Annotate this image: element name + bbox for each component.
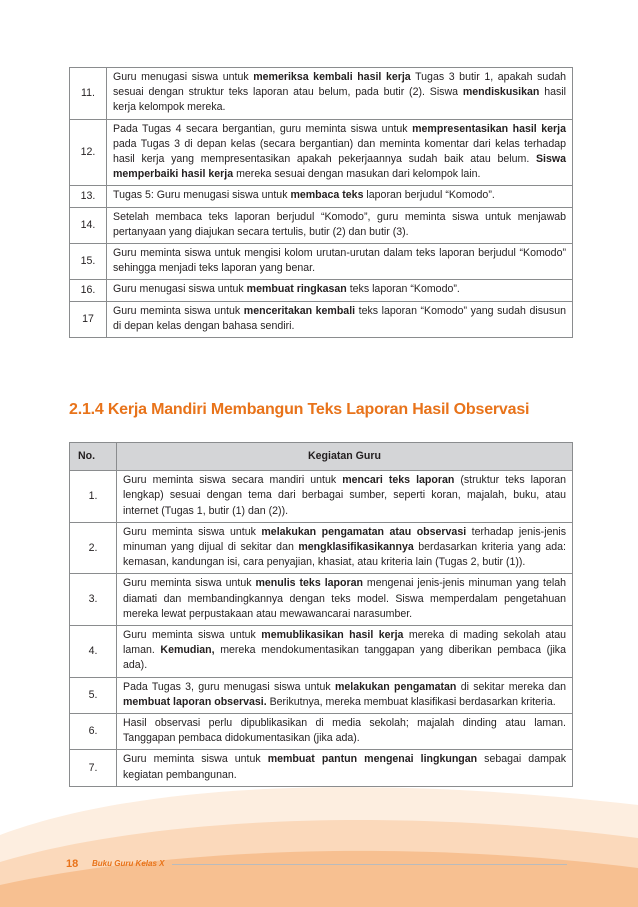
table-row [70,280,573,301]
row-number: 1. [70,471,117,523]
activity-text-segment: Guru meminta siswa untuk [113,304,244,317]
activity-text-segment: Hasil observasi perlu dipublikasikan di media sekolah; majalah dinding atau laman. Tanggapan pembaca didokumentasikan (jika ada). [123,717,566,745]
row-number: 15. [70,244,107,280]
activity-text [107,186,573,207]
activity-text-emphasis: melakukan pengamatan [334,680,457,693]
table-row [70,522,573,574]
table-row [70,186,573,207]
activity-text-segment: Guru meminta siswa untuk mengisi kolom urutan-urutan dalam teks laporan berjudul “Komodo” sehingga menjadi teks laporan yang benar. [113,247,566,275]
activity-text-emphasis: menceritakan kembali [243,304,356,317]
activity-text-segment: Pada Tugas 3, guru menugasi siswa untuk [123,680,335,693]
activity-text-emphasis: membaca teks [290,189,364,202]
activity-text-segment: Guru menugasi siswa untuk [113,71,254,83]
activity-text-segment: Setelah membaca teks laporan berjudul “Komodo”, guru meminta siswa untuk menjawab pertanyaan yang diajukan secara tertulis, butir (2) dan butir (3). [113,210,566,238]
table-row [70,68,573,120]
activity-text-emphasis: mengklasifikasikannya [298,541,414,554]
activity-text [117,522,573,574]
table-header-row [70,443,573,471]
row-number: 11. [70,68,107,120]
activity-text-segment: mereka di mading sekolah atau laman. [123,629,567,657]
activity-text-segment: (struktur teks laporan lengkap) sesuai dengan tema dari berbagai sumber, seperti koran, majalah, buku, atau internet (Tugas 1, butir (1) dan (2)). [123,474,567,517]
table-row [70,119,573,186]
row-number: 16. [70,280,107,301]
row-number: 7. [70,750,117,786]
activity-text-emphasis: mempresentasikan hasil kerja [412,122,566,135]
header-no: No. [70,443,117,471]
activity-text-segment: Guru menugasi siswa untuk [113,283,247,296]
row-number: 4. [70,626,117,678]
book-title: Buku Guru Kelas X [92,859,165,868]
activity-text-segment: teks laporan “Komodo”. [346,283,460,296]
continued-activity-table [69,67,573,338]
activity-text-segment: di sekitar mereka dan [456,680,566,693]
activity-text-segment: Guru meminta siswa untuk [123,525,262,538]
header-kegiatan-guru: Kegiatan Guru [117,443,573,471]
activity-text [117,471,573,523]
row-number: 6. [70,714,117,750]
activity-text-emphasis: mendiskusikan [462,86,540,99]
activity-text-segment: Guru meminta siswa untuk [123,629,262,642]
activity-text-segment: berdasarkan kriteria yang ada: kemasan, kandungan isi, cara penyajian, khasiat, atau kriteria lain (Tugas 2, butir (1)). [123,541,566,569]
activity-text-segment: hasil kerja kelompok mereka. [113,86,566,114]
table-row [70,750,573,786]
table-row [70,244,573,280]
activity-text-segment: mereka sesuai dengan masukan dari kelompok lain. [233,168,481,181]
row-number: 17 [70,301,107,337]
activity-text [117,714,573,750]
activity-text [117,677,573,713]
activity-text-emphasis: memublikasikan hasil kerja [261,629,404,642]
activity-text-segment: mereka mendokumentasikan tanggapan yang diberikan pembaca (jika ada). [123,644,566,672]
row-number: 5. [70,677,117,713]
section-heading: 2.1.4 Kerja Mandiri Membangun Teks Laporan Hasil Observasi [69,401,530,418]
activity-text-segment: Guru meminta siswa secara mandiri untuk [123,474,343,487]
footer-divider [172,864,567,865]
activity-text-segment: pada Tugas 3 di depan kelas (secara bergantian) dan meminta komentar dari kelas terhadap hasil kerja yang mempresentasikan apakah pekerjaannya sudah baik atau belum. [113,137,566,166]
activity-text-emphasis: memeriksa kembali hasil kerja [253,71,411,83]
activity-text [117,626,573,678]
row-number: 13. [70,186,107,207]
activity-text [117,574,573,626]
activity-text-emphasis: membuat laporan observasi. [123,695,267,708]
table-row [70,714,573,750]
table-row [70,301,573,337]
activity-text [107,301,573,337]
activity-text-emphasis: mencari teks laporan [342,474,455,487]
activity-text-segment: Tugas 3 butir 1, apakah sudah sesuai dengan struktur teks laporan atau belum, pada butir (2). Siswa [113,71,566,99]
activity-text-emphasis: Kemudian, [160,644,215,657]
row-number: 3. [70,574,117,626]
activity-text [107,119,573,186]
row-number: 2. [70,522,117,574]
activity-text-segment: laporan berjudul “Komodo”. [363,189,495,202]
activity-text-segment: terhadap jenis-jenis minuman yang dijual di sekitar dan [123,525,567,554]
activity-text [117,750,573,786]
activity-text [107,207,573,243]
table-row [70,471,573,523]
row-number: 14. [70,207,107,243]
page-number: 18 [66,858,79,870]
table-row [70,207,573,243]
row-number: 12. [70,119,107,186]
table-row [70,677,573,713]
activity-text-emphasis: Siswa memperbaiki hasil kerja [113,153,566,181]
activity-text-emphasis: menulis teks laporan [255,577,363,590]
activity-text-segment: Pada Tugas 4 secara bergantian, guru meminta siswa untuk [113,122,413,135]
table-row [70,574,573,626]
activity-text-segment: Guru meminta siswa untuk [123,577,256,590]
activity-text [107,68,573,120]
activity-text-segment: Guru meminta siswa untuk [123,753,268,766]
activity-text-emphasis: melakukan pengamatan atau observasi [261,525,467,538]
table-row [70,626,573,678]
teacher-activity-table [69,442,573,787]
activity-text-segment: Tugas 5: Guru menugasi siswa untuk [113,189,291,202]
activity-text [107,280,573,301]
activity-text-segment: teks laporan “Komodo” yang sudah disusun di depan kelas dengan bahasa sendiri. [113,304,567,332]
activity-text-emphasis: membuat pantun mengenai lingkungan [267,753,478,766]
activity-text-segment: sebagai dampak kegiatan pembangunan. [123,753,566,781]
activity-text-emphasis: membuat ringkasan [246,283,347,296]
activity-text [107,244,573,280]
activity-text-segment: Berikutnya, mereka membuat klasifikasi berdasarkan kriteria. [266,695,556,708]
activity-text-segment: mengenai jenis-jenis minuman yang telah diamati dan membandingkannya dengan teks model. Siswa memperdalam pengetahuan mereka lewat perpustakaan atau mewawancarai narasumber. [123,577,566,620]
